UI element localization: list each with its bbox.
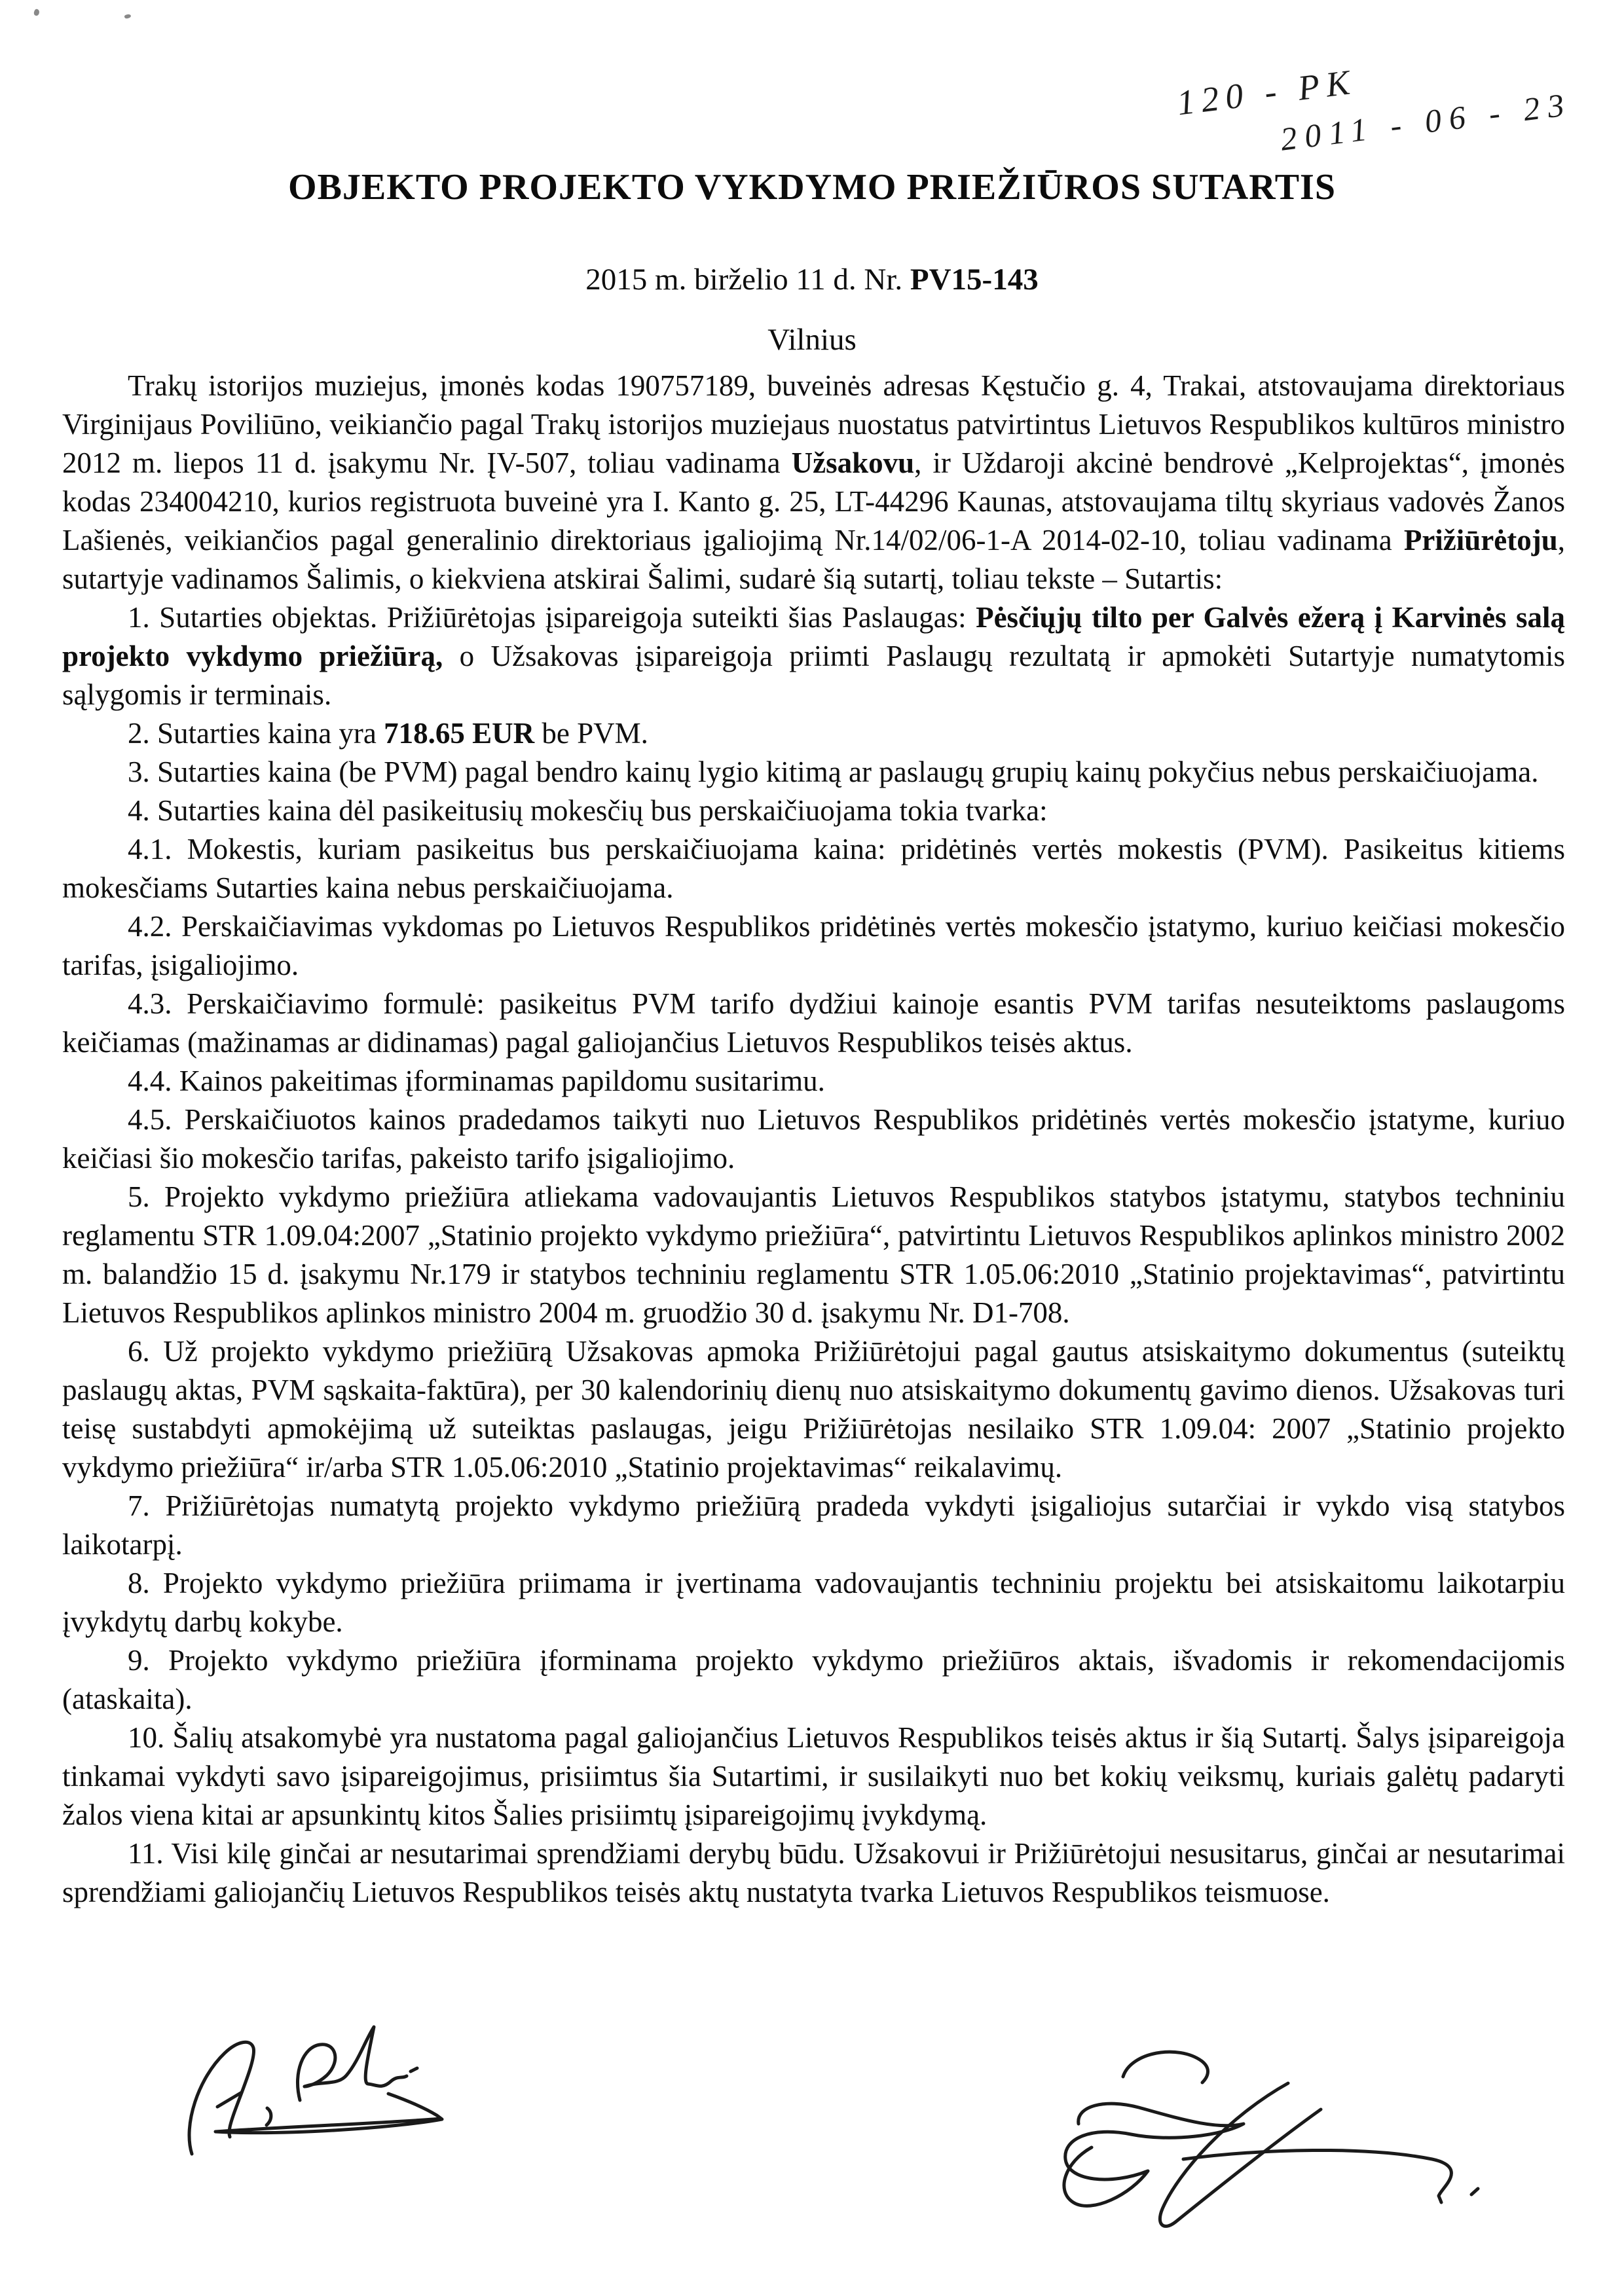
text: 1. Sutarties objektas. Prižiūrėtojas įsipareigoja suteikti šias Paslaugas:: [128, 601, 976, 634]
contract-paragraph: [62, 1178, 1565, 1332]
contract-paragraph: [62, 753, 1565, 792]
bold-text: 718.65 EUR: [384, 717, 535, 750]
contract-paragraph: [62, 792, 1565, 830]
text: 6. Už projekto vykdymo priežiūrą Užsakovas apmoka Prižiūrėtojui pagal gautus atsiskaitymo dokumentus (suteiktų paslaugų aktas, PVM sąskaita-faktūra), per 30 kalendorinių dienų nuo atsiskaitymo dokumentų gavimo dienos. Užsakovas turi teisę sustabdyti apmokėjimą už suteiktas paslaugas, jeigu Prižiūrėtojas nesilaiko STR 1.09.04: 2007 „Statinio projekto vykdymo priežiūra“ ir/arba STR 1.05.06:2010 „Statinio projektavimas“ reikalavimų.: [62, 1335, 1565, 1484]
text: , sutartyje vadinamos Šalimis, o kiekviena atskirai Šalimi, sudarė šią sutartį, toliau tekste – Sutartis:: [62, 524, 1565, 595]
text: o Užsakovas įsipareigoja priimti Paslaugų rezultatą ir apmokėti Sutartyje numatytomis sąlygomis ir terminais.: [62, 640, 1565, 711]
text: 7. Prižiūrėtojas numatytą projekto vykdymo priežiūrą pradeda vykdyti įsigaliojus sutarčiai ir vykdo visą statybos laikotarpį.: [62, 1489, 1565, 1561]
contract-paragraph: [62, 1332, 1565, 1487]
signature-right: [1012, 2030, 1522, 2239]
text: 2. Sutarties kaina yra: [128, 717, 384, 750]
bold-text: Užsakovu: [791, 446, 915, 479]
text: 4.2. Perskaičiavimas vykdomas po Lietuvos Respublikos pridėtinės vertės mokesčio įstatymo, kuriuo keičiasi mokesčio tarifas, įsigaliojimo.: [62, 910, 1565, 981]
signature-left: [180, 2015, 462, 2169]
date-text: 2015 m. birželio 11 d. Nr.: [585, 263, 910, 297]
text: 4.1. Mokestis, kuriam pasikeitus bus perskaičiuojama kaina: pridėtinės vertės mokestis (PVM). Pasikeitus kitiems mokesčiams Sutarties kaina nebus perskaičiuojama.: [62, 833, 1565, 904]
text: 4.3. Perskaičiavimo formulė: pasikeitus PVM tarifo dydžiui kainoje esantis PVM tarifas nesuteiktoms paslaugoms keičiamas (mažinamas ar didinamas) pagal galiojančius Lietuvos Respublikos teisės aktus.: [62, 987, 1565, 1059]
contract-number: PV15-143: [910, 263, 1039, 297]
contract-paragraph: [62, 714, 1565, 753]
scan-speck: [33, 9, 41, 16]
text: 10. Šalių atsakomybė yra nustatoma pagal galiojančius Lietuvos Respublikos teisės aktus ir šią Sutartį. Šalys įsipareigoja tinkamai vykdyti savo įsipareigojimus, prisiimtus šia Sutartimi, ir susilaikyti nuo bet kokių veiksmų, kuriais galėtų padaryti žalos viena kitai ar apsunkintų kitos Šalies prisiimtų įsipareigojimų įvykdymą.: [62, 1721, 1565, 1831]
handwritten-registration-note: [1174, 31, 1574, 175]
handwritten-note-line1: 120 - PK: [1175, 62, 1359, 123]
contract-paragraph: [62, 985, 1565, 1062]
contract-paragraph: [62, 598, 1565, 714]
date-and-number-line: [0, 262, 1624, 297]
contract-paragraph: [62, 1062, 1565, 1101]
text: 3. Sutarties kaina (be PVM) pagal bendro kainų lygio kitimą ar paslaugų grupių kainų pokyčius nebus perskaičiuojama.: [128, 756, 1539, 788]
contract-paragraph: [62, 1834, 1565, 1912]
text: 8. Projekto vykdymo priežiūra priimama ir įvertinama vadovaujantis techniniu projektu bei atsiskaitomu laikotarpiu įvykdytų darbų kokybe.: [62, 1567, 1565, 1638]
contract-paragraph: [62, 907, 1565, 985]
contract-paragraph: [62, 1101, 1565, 1178]
text: Trakų istorijos muziejus, įmonės kodas 190757189, buveinės adresas Kęstučio g. 4, Trakai, atstovaujama direktoriaus Virginijaus Poviliūno, veikiančio pagal Trakų istorijos muziejaus nuostatus patvirtintus Lietuvos Respublikos kultūros ministro 2012 m. liepos 11 d. įsakymu Nr. ĮV-507, toliau vadinama: [62, 369, 1565, 479]
contract-paragraph: [62, 1641, 1565, 1719]
scan-speck: [124, 14, 131, 19]
city-line: Vilnius: [767, 323, 857, 357]
text: 4.5. Perskaičiuotos kainos pradedamos taikyti nuo Lietuvos Respublikos pridėtinės vertės mokesčio įstatyme, kuriuo keičiasi šio mokesčio tarifas, pakeisto tarifo įsigaliojimo.: [62, 1103, 1565, 1175]
contract-paragraph: [62, 1719, 1565, 1834]
text: 5. Projekto vykdymo priežiūra atliekama vadovaujantis Lietuvos Respublikos statybos įstatymu, statybos techniniu reglamentu STR 1.09.04:2007 „Statinio projekto vykdymo priežiūra“, patvirtintu Lietuvos Respublikos aplinkos ministro 2002 m. balandžio 15 d. įsakymu Nr.179 ir statybos techniniu reglamentu STR 1.05.06:2010 „Statinio projektavimas“, patvirtintu Lietuvos Respublikos aplinkos ministro 2004 m. gruodžio 30 d. įsakymu Nr. D1-708.: [62, 1180, 1565, 1329]
text: , ir Uždaroji akcinė bendrovė „Kelprojektas“, įmonės kodas 234004210, kurios registruota buveinė yra I. Kanto g. 25, LT-44296 Kaunas, atstovaujama tiltų skyriaus vadovės Žanos Lašienės, veikiančios pagal generalinio direktoriaus įgaliojimą Nr.14/02/06-1-A 2014-02-10, toliau vadinama: [62, 446, 1565, 556]
handwritten-note-line2: 2011 - 06 - 23: [1278, 85, 1574, 158]
contract-paragraph: [62, 1487, 1565, 1564]
text: 9. Projekto vykdymo priežiūra įforminama projekto vykdymo priežiūros aktais, išvadomis ir rekomendacijomis (ataskaita).: [62, 1644, 1565, 1715]
contract-paragraph: [62, 1564, 1565, 1641]
text: be PVM.: [534, 717, 648, 750]
text: 4. Sutarties kaina dėl pasikeitusių mokesčių bus perskaičiuojama tokia tvarka:: [128, 794, 1048, 827]
bold-text: Pėsčiųjų tilto per Galvės ežerą į Karvinės salą projekto vykdymo priežiūrą,: [62, 601, 1566, 672]
bold-text: Prižiūrėtoju: [1403, 524, 1558, 556]
contract-body: [62, 367, 1565, 1912]
contract-paragraph: [62, 830, 1565, 907]
contract-paragraph: [62, 367, 1565, 598]
document-title: OBJEKTO PROJEKTO VYKDYMO PRIEŽIŪROS SUTARTIS: [288, 167, 1336, 208]
text: 11. Visi kilę ginčai ar nesutarimai sprendžiami derybų būdu. Užsakovui ir Prižiūrėtojui nesusitarus, ginčai ar nesutarimai sprendžiami galiojančių Lietuvos Respublikos teisės aktų nustatyta tvarka Lietuvos Respublikos teismuose.: [62, 1837, 1565, 1908]
text: 4.4. Kainos pakeitimas įforminamas papildomu susitarimu.: [128, 1065, 825, 1097]
